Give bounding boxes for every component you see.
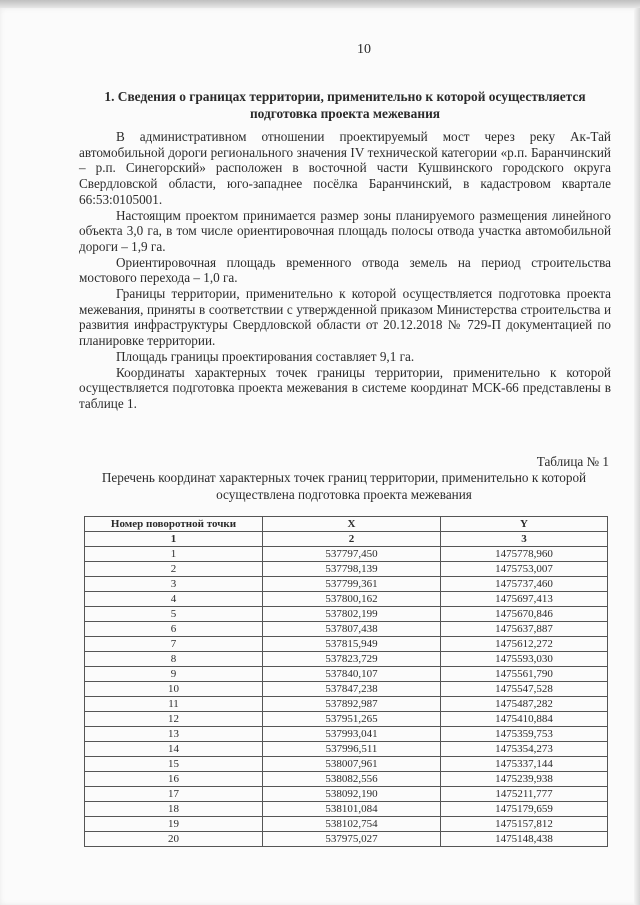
- point-number-cell: 18: [85, 802, 263, 817]
- table-row: [85, 772, 608, 787]
- y-cell: 1475211,777: [441, 787, 608, 802]
- table-row: [85, 562, 608, 577]
- point-number-cell: 7: [85, 637, 263, 652]
- point-number-cell: 2: [85, 562, 263, 577]
- y-cell: 1475179,659: [441, 802, 608, 817]
- point-number-cell: 6: [85, 622, 263, 637]
- point-number-cell: 8: [85, 652, 263, 667]
- scan-top-shadow: [0, 0, 640, 8]
- table-row: [85, 817, 608, 832]
- section-heading: 1. Сведения о границах территории, применительно к которой осуществляется подготовка проекта межевания: [104, 89, 586, 121]
- paragraph: Границы территории, применительно к которой осуществляется подготовка проекта межевания, приняты в соответствии с утвержденной приказом Министерства строительства и развития инфраструктуры Свердловской области от 20.12.2018 № 729-П документацией по планировке территории.: [79, 286, 611, 349]
- point-number-cell: 20: [85, 832, 263, 847]
- paragraph: В административном отношении проектируемый мост через реку Ак-Тай автомобильной дороги регионального значения IV технической категории «р.п. Баранчинский – р.п. Синегорский» расположен в восточной части Кушвинского городского округа Свердловской области, юго-западнее посёлка Баранчинский, в кадастровом квартале 66:53:0105001.: [79, 129, 611, 207]
- table-row: [85, 712, 608, 727]
- table-row: [85, 802, 608, 817]
- table-row: [85, 832, 608, 847]
- coordinates-table: [84, 516, 608, 847]
- y-cell: 1475637,887: [441, 622, 608, 637]
- y-cell: 1475239,938: [441, 772, 608, 787]
- y-cell: 1475753,007: [441, 562, 608, 577]
- point-number-cell: 11: [85, 697, 263, 712]
- x-cell: 538102,754: [263, 817, 441, 832]
- table-header-row: [85, 517, 608, 532]
- x-cell: 537975,027: [263, 832, 441, 847]
- point-number-cell: 14: [85, 742, 263, 757]
- point-number-cell: 10: [85, 682, 263, 697]
- paragraph: Настоящим проектом принимается размер зоны планируемого размещения линейного объекта 3,0 га, в том числе ориентировочная площадь полосы отвода участка автомобильной дороги – 1,9 га.: [79, 207, 611, 254]
- x-cell: 537823,729: [263, 652, 441, 667]
- x-cell: 537847,238: [263, 682, 441, 697]
- table-row: [85, 682, 608, 697]
- index-cell: 1: [85, 532, 263, 547]
- point-number-cell: 5: [85, 607, 263, 622]
- y-cell: 1475737,460: [441, 577, 608, 592]
- y-cell: 1475354,273: [441, 742, 608, 757]
- scan-right-edge: [634, 8, 640, 905]
- paragraph: Площадь границы проектирования составляет 9,1 га.: [116, 348, 415, 364]
- point-number-cell: 13: [85, 727, 263, 742]
- body-text: [79, 129, 611, 412]
- y-cell: 1475410,884: [441, 712, 608, 727]
- x-cell: 537800,162: [263, 592, 441, 607]
- table-label: Таблица № 1: [536, 454, 609, 469]
- x-cell: 538092,190: [263, 787, 441, 802]
- y-cell: 1475670,846: [441, 607, 608, 622]
- index-cell: 2: [263, 532, 441, 547]
- point-number-cell: 3: [85, 577, 263, 592]
- x-cell: 537993,041: [263, 727, 441, 742]
- table-row: [85, 592, 608, 607]
- table-row: [85, 622, 608, 637]
- table-row: [85, 697, 608, 712]
- table-row: [85, 652, 608, 667]
- point-number-cell: 15: [85, 757, 263, 772]
- x-cell: 537807,438: [263, 622, 441, 637]
- x-cell: 537951,265: [263, 712, 441, 727]
- table-row: [85, 607, 608, 622]
- y-cell: 1475148,438: [441, 832, 608, 847]
- header-point-number: Номер поворотной точки: [85, 517, 263, 532]
- y-cell: 1475778,960: [441, 547, 608, 562]
- x-cell: 537797,450: [263, 547, 441, 562]
- table-row: [85, 667, 608, 682]
- header-y: Y: [441, 517, 608, 532]
- table-row: [85, 547, 608, 562]
- point-number-cell: 1: [85, 547, 263, 562]
- y-cell: 1475561,790: [441, 667, 608, 682]
- page-number: 10: [357, 42, 371, 57]
- x-cell: 537815,949: [263, 637, 441, 652]
- point-number-cell: 12: [85, 712, 263, 727]
- table-row: [85, 742, 608, 757]
- table-row: [85, 787, 608, 802]
- x-cell: 537840,107: [263, 667, 441, 682]
- y-cell: 1475697,413: [441, 592, 608, 607]
- table-row: [85, 637, 608, 652]
- y-cell: 1475593,030: [441, 652, 608, 667]
- paragraph: Ориентировочная площадь временного отвода земель на период строительства мостового перехода – 1,0 га.: [79, 254, 611, 286]
- index-cell: 3: [441, 532, 608, 547]
- x-cell: 538007,961: [263, 757, 441, 772]
- table-row: [85, 757, 608, 772]
- x-cell: 537996,511: [263, 742, 441, 757]
- table-row: [85, 577, 608, 592]
- y-cell: 1475359,753: [441, 727, 608, 742]
- y-cell: 1475547,528: [441, 682, 608, 697]
- document-page: [0, 8, 640, 905]
- x-cell: 537802,199: [263, 607, 441, 622]
- y-cell: 1475612,272: [441, 637, 608, 652]
- point-number-cell: 9: [85, 667, 263, 682]
- x-cell: 537798,139: [263, 562, 441, 577]
- x-cell: 538082,556: [263, 772, 441, 787]
- y-cell: 1475487,282: [441, 697, 608, 712]
- x-cell: 538101,084: [263, 802, 441, 817]
- paragraph: Координаты характерных точек границы территории, применительно к которой осуществляется подготовка проекта межевания в системе координат МСК-66 представлены в таблице 1.: [79, 364, 611, 411]
- header-x: X: [263, 517, 441, 532]
- x-cell: 537892,987: [263, 697, 441, 712]
- point-number-cell: 16: [85, 772, 263, 787]
- table-caption: Перечень координат характерных точек границ территории, применительно к которой осуществлена подготовка проекта межевания: [101, 470, 587, 502]
- table-row: [85, 727, 608, 742]
- point-number-cell: 19: [85, 817, 263, 832]
- y-cell: 1475157,812: [441, 817, 608, 832]
- point-number-cell: 17: [85, 787, 263, 802]
- column-index-row: [85, 532, 608, 547]
- x-cell: 537799,361: [263, 577, 441, 592]
- point-number-cell: 4: [85, 592, 263, 607]
- y-cell: 1475337,144: [441, 757, 608, 772]
